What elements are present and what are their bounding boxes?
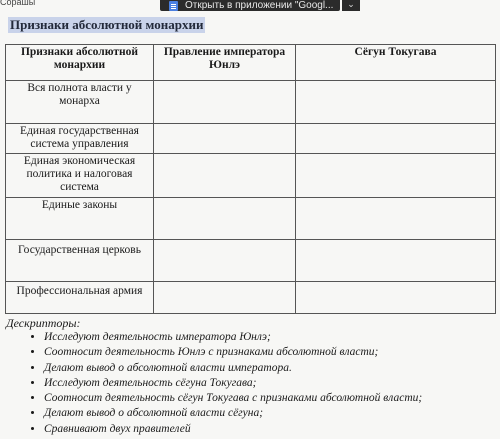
row-label: Государственная церковь [6,240,154,282]
table-row [6,198,496,240]
row-label: Единая государственная система управления [6,124,154,154]
list-item: • Исследуют деятельность сёгуна Токугава; [44,376,500,391]
table-row [6,240,496,282]
row-label: Профессиональная армия [6,282,154,314]
descriptors-list [10,330,500,437]
table-row [6,282,496,314]
row-label: Единые законы [6,198,154,240]
open-in-app-label: Открыть в приложении "Googl... [185,0,334,11]
top-bar [0,0,500,12]
empty-cell [296,282,496,314]
empty-cell [296,240,496,282]
list-item: • Делают вывод о абсолютной власти сёгуна; [44,406,500,421]
list-item: • Соотносит деятельность Юнлэ с признаками абсолютной власти; [44,345,500,360]
document-heading: Признаки абсолютной монархии [10,17,204,32]
empty-cell [154,240,296,282]
empty-cell [154,81,296,124]
list-item: • Делают вывод о абсолютной власти императора. [44,361,500,376]
empty-cell [154,154,296,198]
list-item: • Исследуют деятельность императора Юнлэ; [44,330,500,345]
list-item: • Соотносит деятельность сёгун Токугава с признаками абсолютной власти; [44,391,500,406]
column-header: Сёгун Токугава [296,45,496,81]
column-header: Признаки абсолютной монархии [6,45,154,81]
column-header: Правление императора Юнлэ [154,45,296,81]
chevron-down-icon[interactable]: ⌄ [342,0,360,11]
google-docs-icon [169,1,178,11]
empty-cell [154,282,296,314]
empty-cell [154,198,296,240]
empty-cell [296,81,496,124]
empty-cell [296,198,496,240]
monarchy-table [5,44,496,314]
open-in-app-button[interactable] [160,0,340,11]
table-row [6,154,496,198]
row-label: Вся полнота власти у монарха [6,81,154,124]
list-item: • Сравнивают двух правителей [44,422,500,437]
table-row [6,81,496,124]
empty-cell [154,124,296,154]
descriptors-label: Дескрипторы: [6,316,81,330]
row-label: Единая экономическая политика и налоговая система [6,154,154,198]
table-header-row [6,45,496,81]
cut-off-title: Сорашы [0,0,36,7]
empty-cell [296,124,496,154]
table-row [6,124,496,154]
empty-cell [296,154,496,198]
